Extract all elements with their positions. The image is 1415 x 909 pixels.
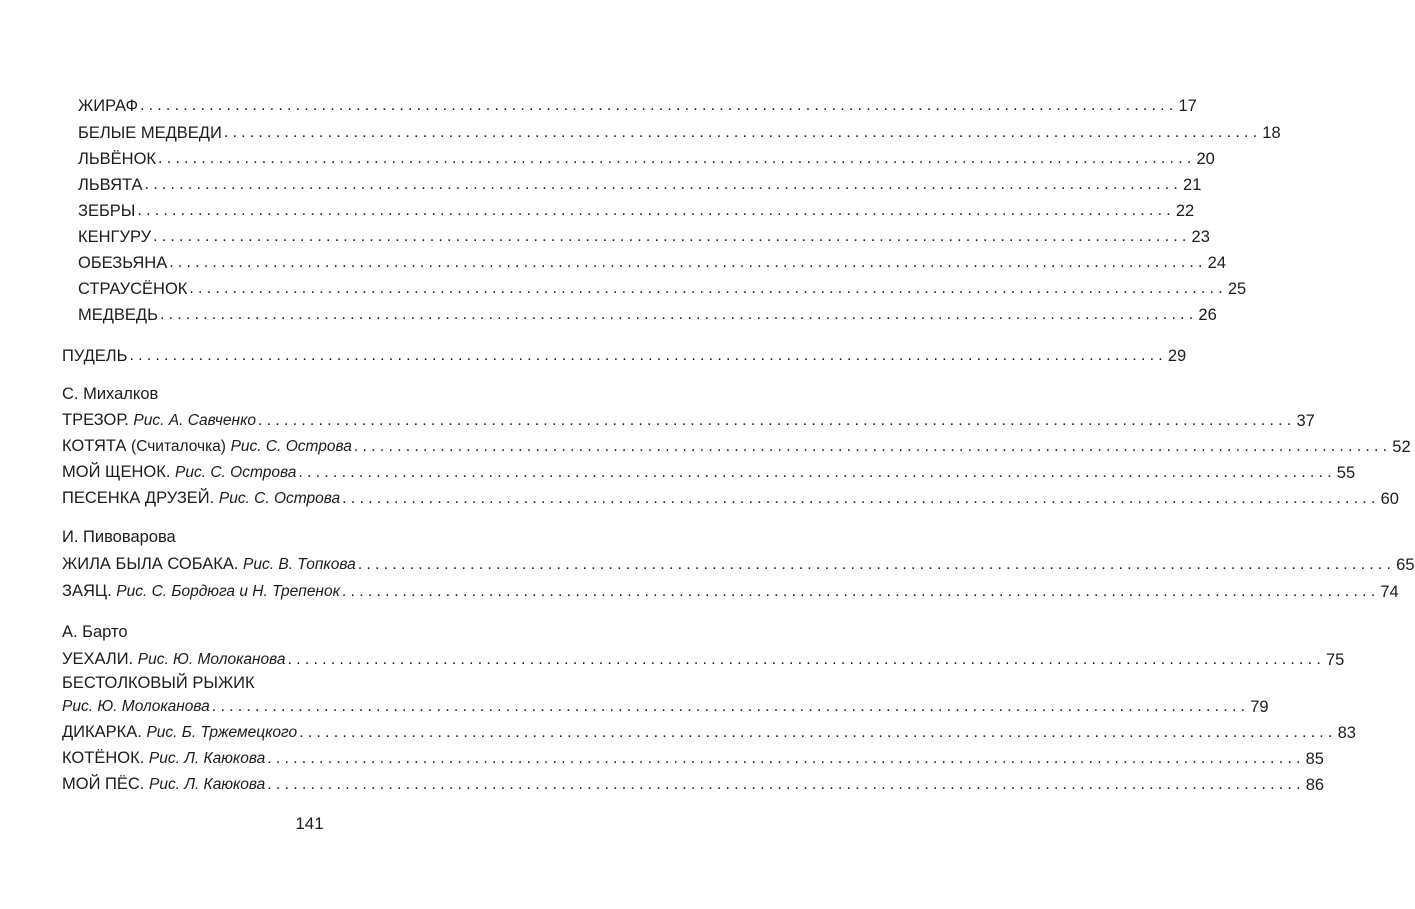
- entry-page: 21: [1183, 176, 1202, 194]
- illustrator: Рис. Ю. Молоканова: [62, 698, 210, 715]
- entry-title: БЕЛЫЕ МЕДВЕДИ: [78, 124, 222, 142]
- toc-entry[interactable]: [78, 225, 1210, 247]
- entry-page: 23: [1191, 228, 1210, 246]
- entry-title: КОТЁНОК. Рис. Л. Каюкова: [62, 749, 266, 767]
- leader-dots: ........................................................................................................................: [258, 412, 1296, 429]
- entry-title: ЗАЯЦ. Рис. С. Бордюга и Н. Трепенок: [62, 582, 340, 600]
- leader-dots: ........................................................................................................................: [341, 583, 1380, 600]
- entry-title: [62, 696, 210, 717]
- toc-entry[interactable]: [78, 147, 1215, 169]
- entry-page: 79: [1250, 698, 1269, 716]
- leader-dots: ........................................................................................................................: [140, 97, 1178, 114]
- leader-dots: ........................................................................................................................: [357, 556, 1396, 573]
- entry-title: ПУДЕЛЬ: [62, 347, 128, 365]
- leader-dots: ........................................................................................................................: [353, 438, 1392, 455]
- entry-title: МЕДВЕДЬ: [78, 306, 158, 324]
- author-heading: С. Михалков: [62, 385, 159, 403]
- entry-title: ЛЬВЯТА: [78, 176, 143, 194]
- toc-entry[interactable]: [62, 344, 1187, 366]
- entry-page: 86: [1305, 776, 1325, 794]
- entry-page: 83: [1337, 724, 1356, 742]
- toc-entry[interactable]: [62, 409, 1315, 431]
- toc-entry[interactable]: [62, 648, 1345, 670]
- leader-dots: ........................................................................................................................: [267, 750, 1305, 767]
- illustrator: Рис. С. Бордюга и Н. Трепенок: [116, 583, 340, 600]
- toc-entry[interactable]: [78, 303, 1217, 325]
- entry-page: 55: [1336, 464, 1356, 482]
- entry-page: 20: [1196, 150, 1215, 168]
- illustrator: Рис. Б. Тржемецкого: [146, 724, 298, 741]
- leader-dots: ........................................................................................................................: [158, 150, 1196, 167]
- entry-title: СТРАУСЁНОК: [78, 280, 188, 298]
- entry-page: 17: [1178, 97, 1197, 115]
- illustrator: Рис. С. Острова: [218, 490, 341, 507]
- toc-entry[interactable]: [78, 277, 1247, 299]
- subtitle: (Считалочка): [131, 438, 226, 455]
- illustrator: Рис. С. Острова: [175, 464, 297, 481]
- entry-title: МОЙ ПЁС. Рис. Л. Каюкова: [62, 775, 266, 793]
- author-heading: А. Барто: [62, 623, 128, 641]
- entry-title: ПЕСЕНКА ДРУЗЕЙ. Рис. С. Острова: [62, 489, 341, 507]
- entry-page: 18: [1262, 124, 1281, 142]
- illustrator: Рис. Ю. Молоканова: [137, 651, 286, 668]
- toc-entry[interactable]: [62, 695, 1269, 717]
- entry-title: ДИКАРКА. Рис. Б. Тржемецкого: [62, 723, 298, 741]
- leader-dots: ........................................................................................................................: [267, 776, 1305, 793]
- leader-dots: ........................................................................................................................: [137, 202, 1175, 219]
- toc-entry[interactable]: [78, 121, 1281, 143]
- illustrator: Рис. С. Острова: [230, 438, 352, 455]
- toc-entry[interactable]: [62, 721, 1356, 743]
- toc-entry[interactable]: [62, 553, 1415, 575]
- toc-entry[interactable]: [62, 487, 1399, 509]
- illustrator: Рис. В. Топкова: [243, 556, 356, 573]
- toc-entry[interactable]: [78, 94, 1197, 116]
- illustrator: Рис. Л. Каюкова: [148, 750, 266, 767]
- leader-dots: ........................................................................................................................: [299, 724, 1337, 741]
- entry-page: 75: [1325, 651, 1345, 669]
- entry-title: УЕХАЛИ. Рис. Ю. Молоканова: [62, 650, 286, 668]
- entry-page: 52: [1392, 438, 1411, 456]
- entry-page: 26: [1198, 306, 1217, 324]
- entry-title: ЗЕБРЫ: [78, 202, 136, 220]
- entry-page: 60: [1380, 490, 1399, 508]
- author-heading: И. Пивоварова: [62, 528, 176, 546]
- leader-dots: ........................................................................................................................: [298, 464, 1336, 481]
- leader-dots: ........................................................................................................................: [287, 651, 1325, 668]
- illustrator: Рис. А. Савченко: [133, 412, 257, 429]
- leader-dots: ........................................................................................................................: [144, 176, 1183, 193]
- entry-title: ЖИЛА БЫЛА СОБАКА. Рис. В. Топкова: [62, 555, 356, 573]
- toc-entry[interactable]: [62, 461, 1356, 483]
- entry-page: 24: [1207, 254, 1226, 272]
- toc-entry[interactable]: [78, 199, 1195, 221]
- leader-dots: ........................................................................................................................: [129, 347, 1167, 364]
- entry-title: КОТЯТА (Считалочка) Рис. С. Острова: [62, 437, 352, 455]
- entry-title-line[interactable]: БЕСТОЛКОВЫЙ РЫЖИК: [62, 674, 255, 692]
- entry-title: ЖИРАФ: [78, 97, 138, 115]
- entry-page: 74: [1380, 583, 1399, 601]
- toc-entry[interactable]: [62, 580, 1399, 602]
- entry-title: ТРЕЗОР. Рис. А. Савченко: [62, 411, 257, 429]
- entry-title: ЛЬВЁНОК: [78, 150, 157, 168]
- illustrator: Рис. Л. Каюкова: [149, 776, 266, 793]
- toc-entry[interactable]: [78, 173, 1202, 195]
- leader-dots: ........................................................................................................................: [342, 490, 1380, 507]
- entry-page: 25: [1227, 280, 1247, 298]
- leader-dots: ........................................................................................................................: [211, 698, 1250, 715]
- entry-page: 85: [1305, 750, 1324, 768]
- entry-title: КЕНГУРУ: [78, 228, 152, 246]
- entry-title: ОБЕЗЬЯНА: [78, 254, 168, 272]
- page-number: 141: [295, 814, 324, 833]
- leader-dots: ........................................................................................................................: [153, 228, 1191, 245]
- toc-entry[interactable]: [62, 773, 1325, 795]
- entry-page: 22: [1175, 202, 1195, 220]
- entry-title: МОЙ ЩЕНОК. Рис. С. Острова: [62, 463, 297, 481]
- leader-dots: ........................................................................................................................: [223, 124, 1262, 141]
- entry-page: 29: [1167, 347, 1187, 365]
- leader-dots: ........................................................................................................................: [189, 280, 1227, 297]
- toc-entry[interactable]: [62, 435, 1411, 457]
- leader-dots: ........................................................................................................................: [159, 306, 1198, 323]
- toc-entry[interactable]: [78, 251, 1226, 273]
- entry-page: 37: [1296, 412, 1315, 430]
- entry-page: 65: [1396, 556, 1415, 574]
- leader-dots: ........................................................................................................................: [169, 254, 1207, 271]
- toc-entry[interactable]: [62, 747, 1324, 769]
